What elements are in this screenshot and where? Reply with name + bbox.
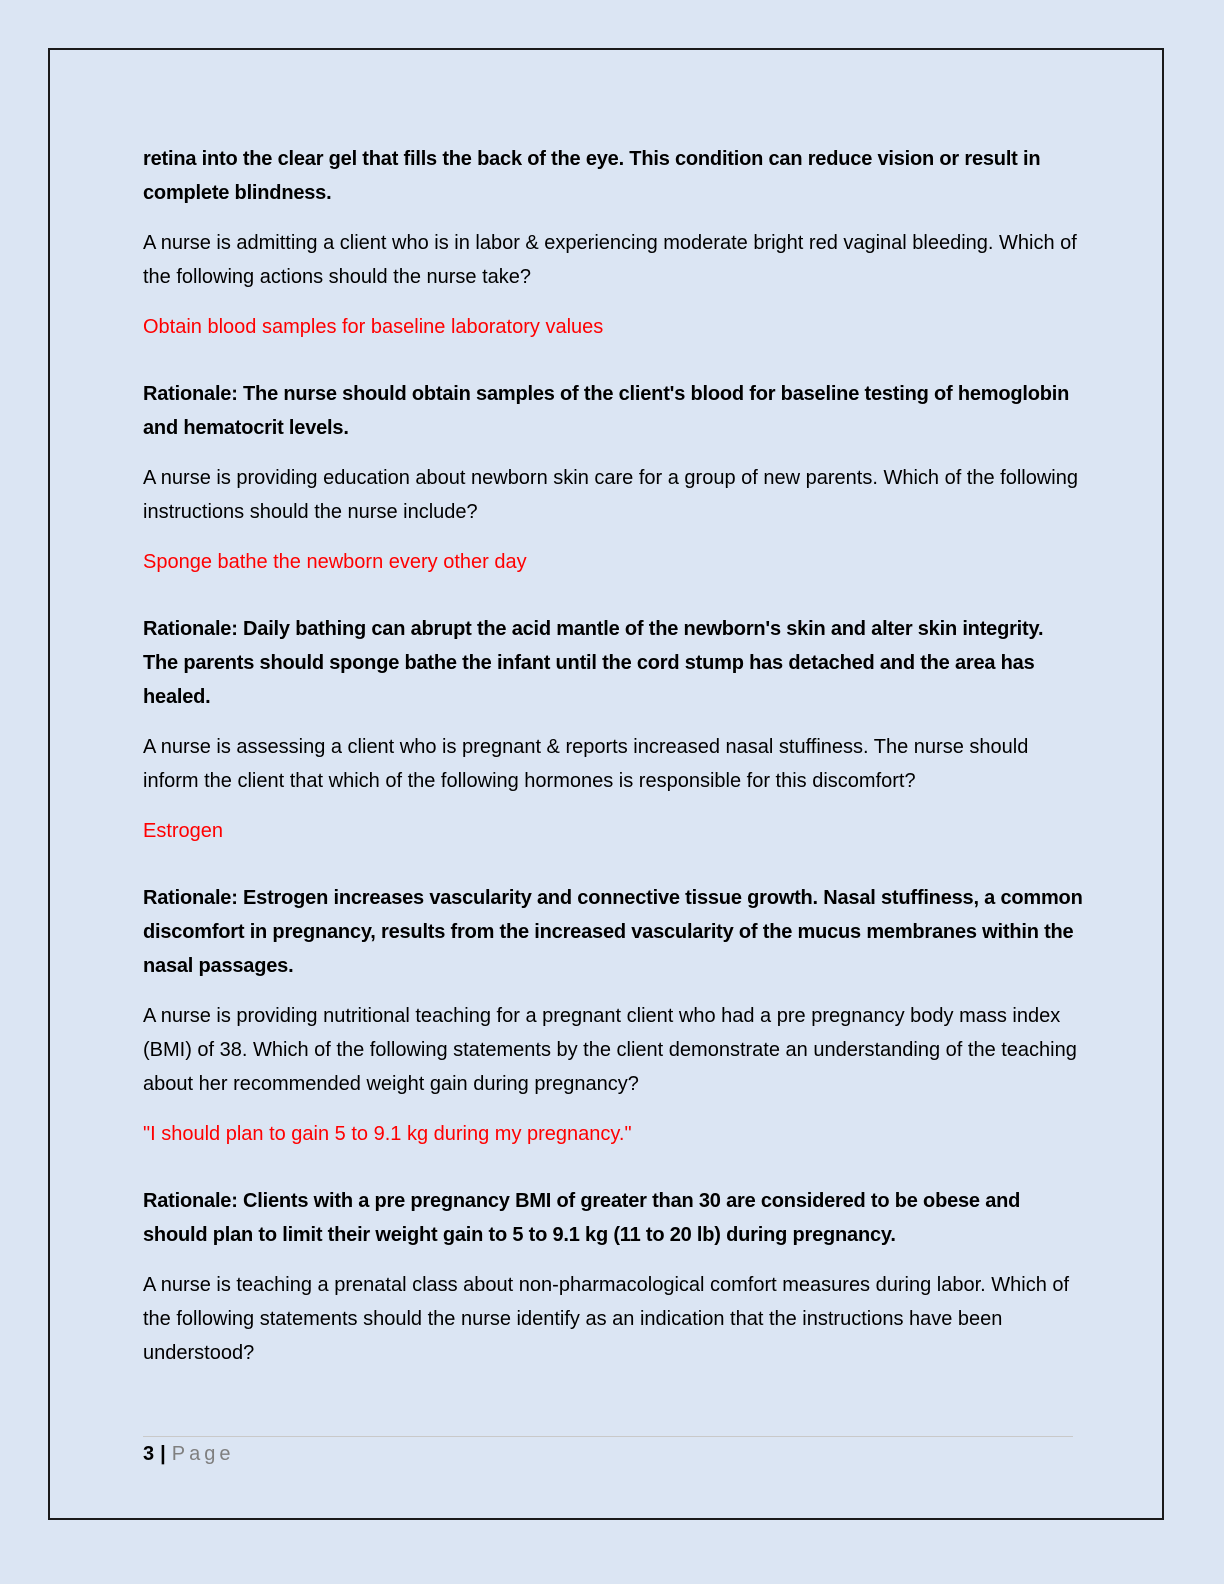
footer-separator: | (160, 1443, 166, 1465)
rationale-1: Rationale: The nurse should obtain samples of the client's blood for baseline testing of hemoglobin and hematocrit levels. (143, 383, 1070, 439)
answer-4: "I should plan to gain 5 to 9.1 kg during my pregnancy." (143, 1123, 632, 1145)
question-1: A nurse is admitting a client who is in labor & experiencing moderate bright red vaginal bleeding. Which of the following actions should the nurse take? (143, 232, 1077, 288)
answer-1: Obtain blood samples for baseline laboratory values (143, 316, 604, 338)
rationale-4: Rationale: Clients with a pre pregnancy BMI of greater than 30 are considered to be obese and should plan to limit their weight gain to 5 to 9.1 kg (11 to 20 lb) during pregnancy. (143, 1190, 1021, 1246)
page-number: 3 (143, 1443, 155, 1465)
question-5: A nurse is teaching a prenatal class about non-pharmacological comfort measures during labor. Which of the following statements should the nurse identify as an indication that the instructions have been understood? (143, 1274, 1070, 1364)
question-4: A nurse is providing nutritional teaching for a pregnant client who had a pre pregnancy body mass index (BMI) of 38. Which of the following statements by the client demonstrate an understanding of the teaching about her recommended weight gain during pregnancy? (143, 1005, 1077, 1095)
question-3: A nurse is assessing a client who is pregnant & reports increased nasal stuffiness. The nurse should inform the client that which of the following hormones is responsible for this discomfort? (143, 736, 1029, 792)
document-body (143, 142, 1083, 1370)
rationale-3: Rationale: Estrogen increases vascularity and connective tissue growth. Nasal stuffiness, a common discomfort in pregnancy, results from the increased vascularity of the mucus membranes within the nasal passages. (143, 887, 1083, 977)
footer-divider (143, 1436, 1073, 1437)
rationale-2: Rationale: Daily bathing can abrupt the acid mantle of the newborn's skin and alter skin integrity. The parents should sponge bathe the infant until the cord stump has detached and the area has healed. (143, 618, 1044, 708)
question-2: A nurse is providing education about newborn skin care for a group of new parents. Which of the following instructions should the nurse include? (143, 467, 1078, 523)
answer-2: Sponge bathe the newborn every other day (143, 551, 527, 573)
page-label: Page (171, 1443, 235, 1465)
rationale-continued: retina into the clear gel that fills the back of the eye. This condition can reduce vision or result in complete blindness. (143, 148, 1041, 204)
page-footer (143, 1440, 234, 1468)
answer-3: Estrogen (143, 820, 224, 842)
